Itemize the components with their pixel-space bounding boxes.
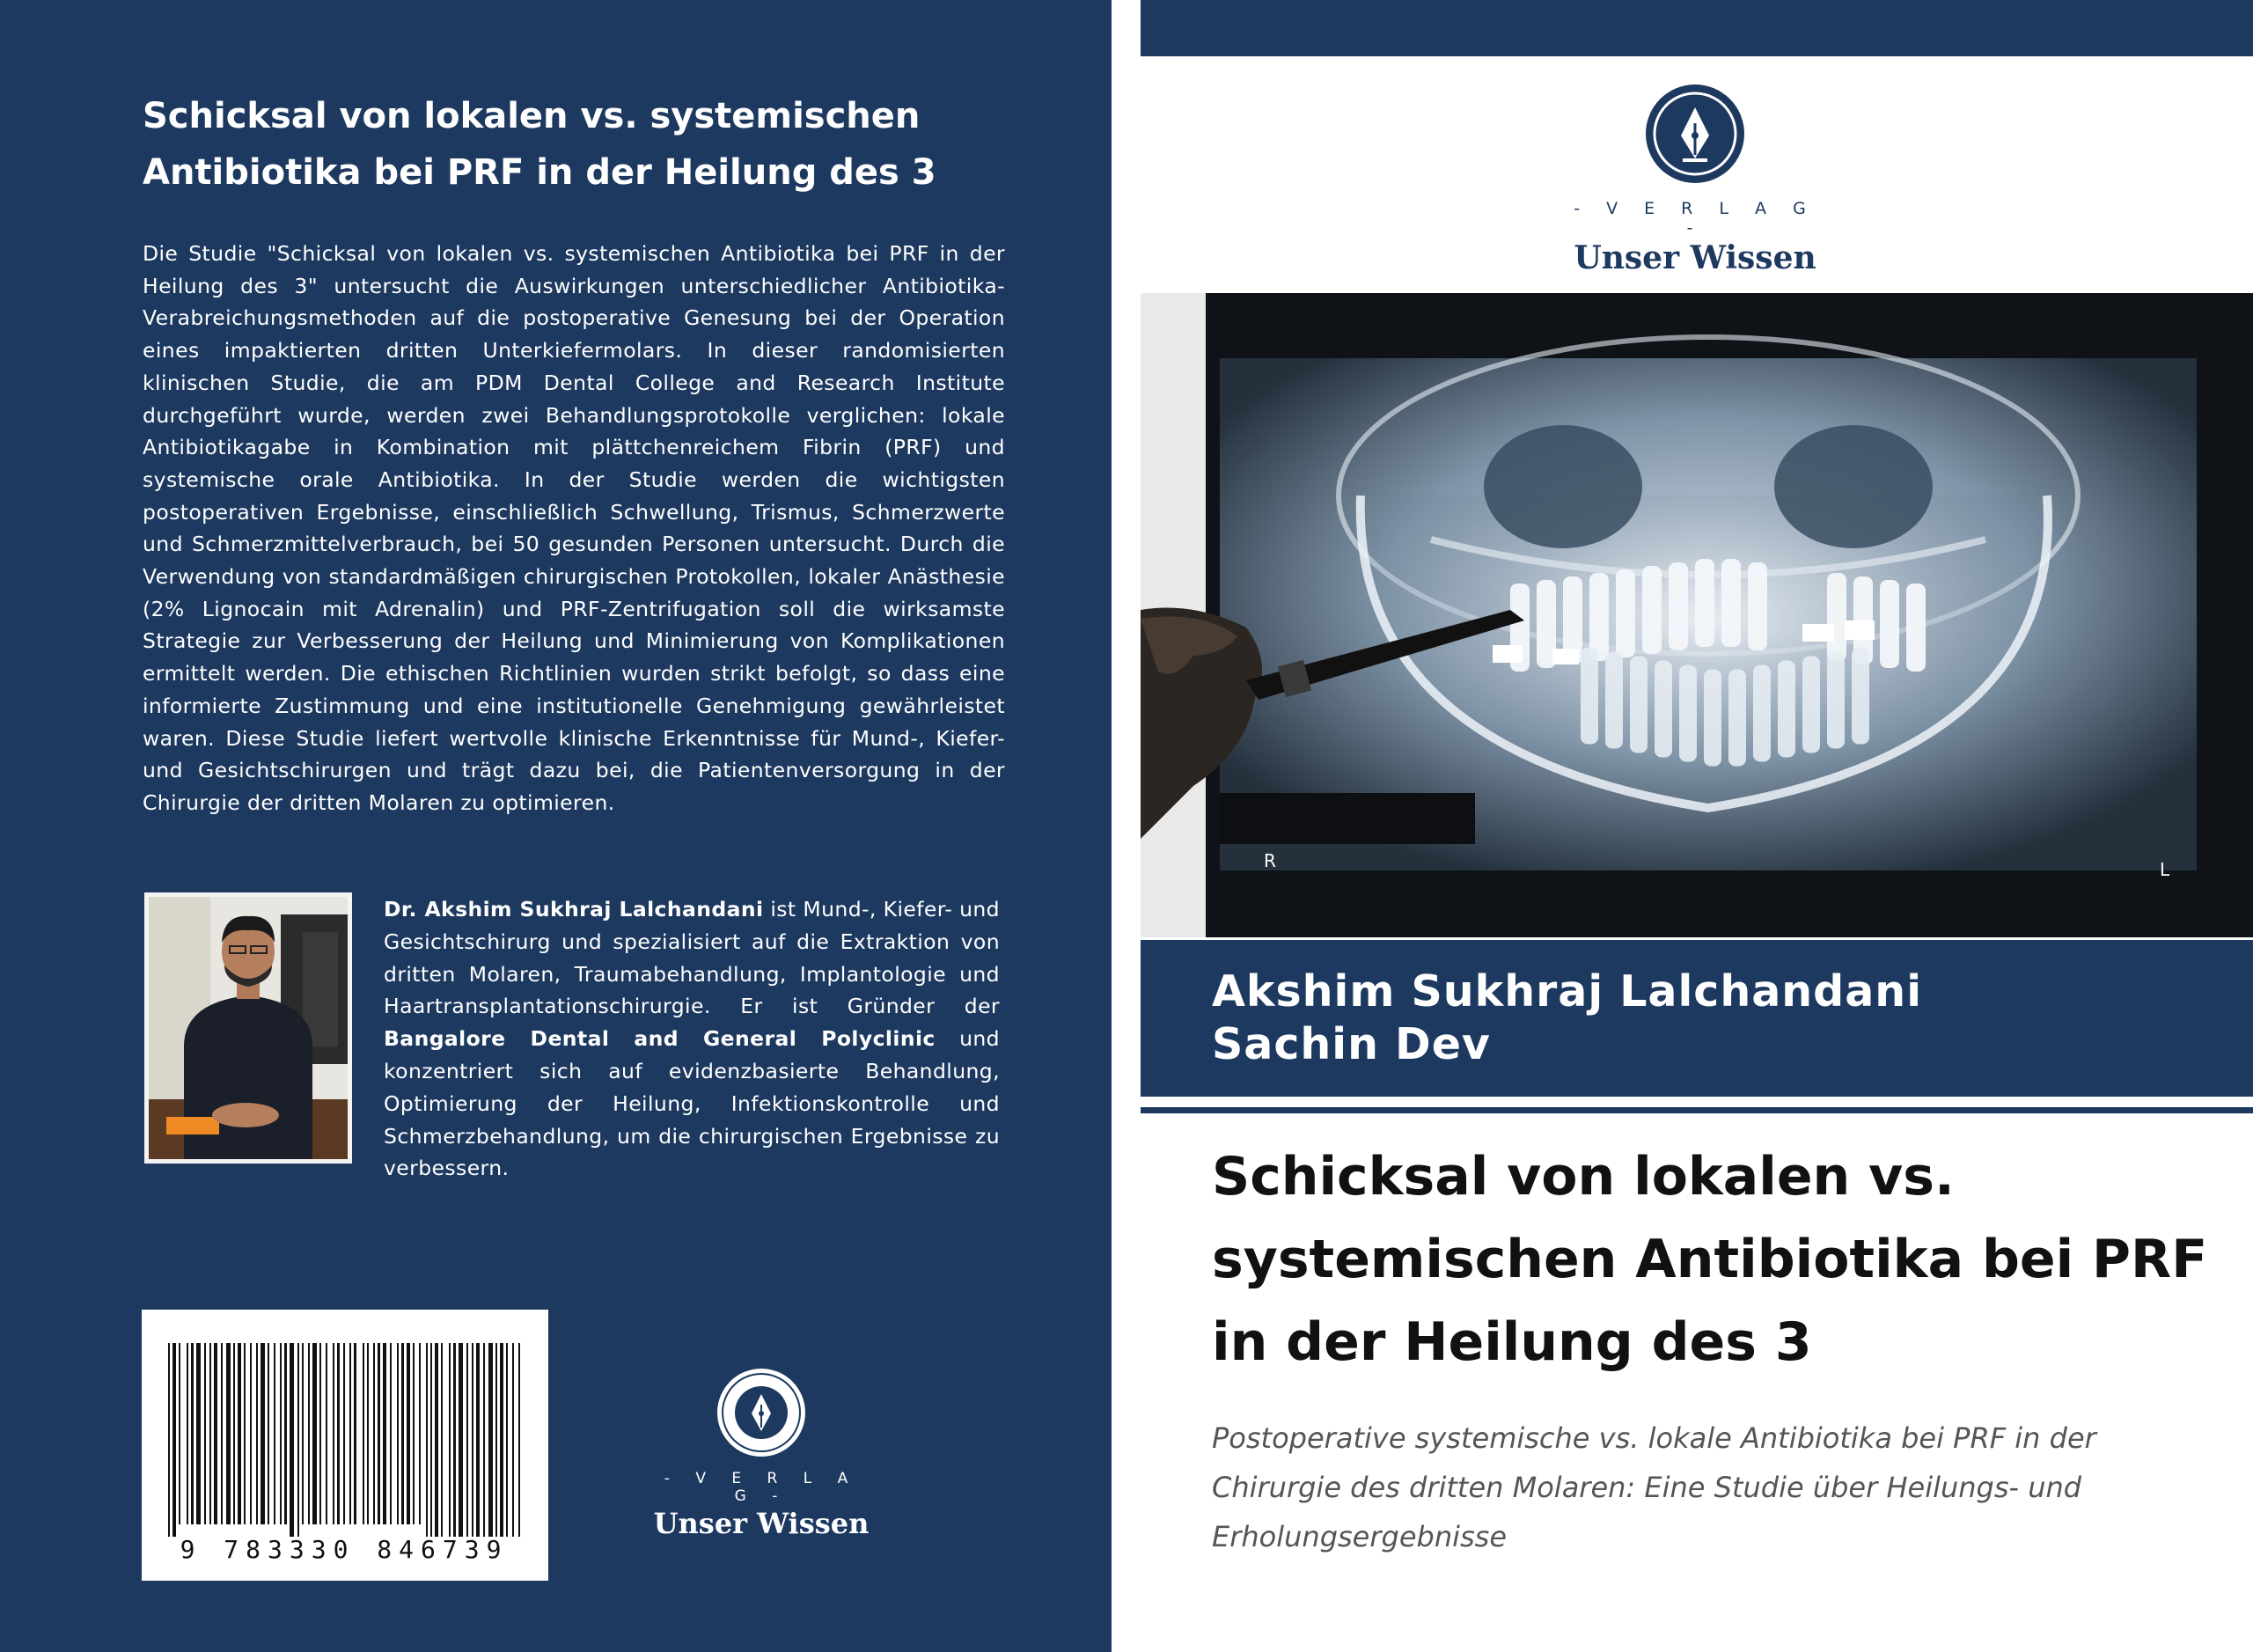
- lower-tooth: [1778, 661, 1795, 758]
- isbn-digits: 9 783330 846739: [180, 1535, 509, 1564]
- barcode-bar: [441, 1343, 443, 1537]
- barcode-bar: [426, 1343, 428, 1537]
- barcode-bar: [297, 1343, 299, 1537]
- panoramic-xray-illustration: [1141, 293, 2253, 937]
- front-top-bar: [1141, 0, 2253, 56]
- lower-tooth: [1630, 657, 1648, 753]
- barcode-bar: [274, 1343, 275, 1524]
- barcode-bar: [459, 1343, 463, 1537]
- barcode-bar: [483, 1343, 485, 1537]
- barcode-bar: [308, 1343, 310, 1524]
- barcode-bar: [209, 1343, 211, 1524]
- barcode-bar: [363, 1343, 364, 1524]
- front-publisher-logo: [1563, 81, 1827, 276]
- publisher-pen-icon: [1642, 81, 1748, 187]
- barcode-bar: [290, 1343, 294, 1537]
- back-publisher-logo: [651, 1364, 871, 1540]
- author-bio-text-1: ist Mund-, Kiefer- und Gesichtschirurg und spezialisiert auf die Extraktion von dritten Molaren, Traumabehandlung, Implantologie und Haartransplantationschirurgie. Er ist Gründer der: [384, 897, 1000, 1019]
- barcode-bar: [226, 1343, 231, 1524]
- barcode-bar: [256, 1343, 258, 1524]
- barcode-bar: [172, 1343, 176, 1537]
- barcode-bar: [204, 1343, 206, 1524]
- back-logo-verlag: - V E R L A G -: [664, 1470, 859, 1505]
- barcode-bar: [500, 1343, 503, 1537]
- barcode-bar: [280, 1343, 282, 1524]
- upper-tooth: [1721, 559, 1741, 647]
- front-logo-verlag: - V E R L A G -: [1574, 199, 1816, 238]
- publisher-seal-icon: [713, 1364, 810, 1461]
- lower-tooth: [1827, 652, 1845, 749]
- lower-tooth: [1753, 665, 1771, 762]
- upper-tooth: [1642, 566, 1662, 654]
- barcode-bar: [518, 1343, 520, 1537]
- barcode-bar: [383, 1343, 386, 1524]
- barcode-bar: [419, 1343, 421, 1524]
- author-bio-clinic: Bangalore Dental and General Polyclinic: [384, 1026, 936, 1052]
- barcode-bar: [168, 1343, 170, 1537]
- xray-image: [1141, 293, 2253, 937]
- lower-tooth: [1704, 670, 1721, 767]
- barcode-bar: [221, 1343, 223, 1524]
- barcode-bar: [214, 1343, 217, 1524]
- authors-band: [1141, 940, 2253, 1097]
- back-cover-blurb: Die Studie "Schicksal von lokalen vs. systemischen Antibiotika bei PRF in der Heilung des 3" untersucht die Auswirkungen unterschiedlicher Antibiotika-Verabreichungsmethoden auf die postoperative Genesung bei der Operation eines impaktierten dritten Unterkiefermolars. In dieser randomisierten klinischen Studie, die am PDM Dental College and Research Institute durchgeführt wurde, werden zwei Behandlungsprotokolle verglichen: lokale Antibiotikagabe in Kombination mit plättchenreichem Fibrin (PRF) und systemische orale Antibiotika. In der Studie werden die wichtigsten postoperativen Ergebnisse, einschließlich Schwellung, Trismus, Schmerzwerte und Schmerzmittelverbrauch, bei 50 gesunden Personen untersucht. Durch die Verwendung von standardmäßigen chirurgischen Protokollen, lokaler Anästhesie (2% Lignocain mit Adrenalin) und PRF-Zentrifugation soll die wirksamste Strategie zur Verbesserung der Heilung und Minimierung von Komplikationen ermittelt werden. Die ethischen Richtlinien wurden strikt befolgt, so dass eine informierte Zustimmung und eine institutionelle Genehmigung gewährleistet waren. Diese Studie liefert wertvolle klinische Erkenntnisse für Mund-, Kiefer- und Gesichtschirurgen und trägt dazu bei, die Patientenversorgung in der Chirurgie der dritten Molaren zu optimieren.: [143, 241, 1005, 815]
- author-bio-text-2: und konzentriert sich auf evidenzbasierte Behandlung, Optimierung der Heilung, Infektionskontrolle und Schmerzbehandlung, um die chirurgischen Ergebnisse zu verbessern.: [384, 1026, 1000, 1181]
- barcode-bar: [233, 1343, 235, 1524]
- lower-tooth: [1852, 648, 1869, 745]
- barcode-bar: [472, 1343, 473, 1537]
- upper-tooth: [1616, 569, 1635, 657]
- author-photo: [144, 892, 352, 1164]
- author-name-1: Akshim Sukhraj Lalchandani: [1212, 966, 1922, 1017]
- barcode-bar: [238, 1343, 241, 1524]
- barcode-bar: [407, 1343, 410, 1524]
- barcode-bar: [319, 1343, 321, 1524]
- barcode-bar: [284, 1343, 287, 1524]
- lower-tooth: [1655, 661, 1672, 758]
- barcode-bar: [326, 1343, 327, 1524]
- barcode-bar: [495, 1343, 497, 1537]
- barcode-bar: [343, 1343, 345, 1524]
- barcode-bar: [302, 1343, 304, 1524]
- author-photo-illustration: [149, 897, 348, 1159]
- lower-tooth: [1802, 657, 1820, 753]
- barcode-bar: [312, 1343, 317, 1524]
- barcode-bar: [333, 1343, 334, 1524]
- barcode-bar: [430, 1343, 432, 1537]
- barcode-bar: [337, 1343, 340, 1524]
- xray-marker-r: R: [1264, 850, 1276, 871]
- lower-tooth: [1679, 665, 1697, 762]
- barcode-bar: [187, 1343, 188, 1524]
- barcode-bar: [179, 1343, 180, 1524]
- front-cover-subtitle: Postoperative systemische vs. lokale Antibiotika bei PRF in der Chirurgie des dritten Molaren: Eine Studie über Heilungs- und Erholungsergebnisse: [1212, 1421, 2096, 1553]
- barcode-bar: [449, 1343, 451, 1537]
- barcode-bar: [506, 1343, 508, 1537]
- barcode-bar: [349, 1343, 351, 1524]
- lower-tooth: [1581, 648, 1598, 745]
- front-logo-name: Unser Wissen: [1574, 239, 1816, 276]
- author-bio-name: Dr. Akshim Sukhraj Lalchandani: [384, 897, 764, 921]
- barcode-bar: [435, 1343, 438, 1537]
- barcode-bar: [476, 1343, 480, 1537]
- author-bio: [384, 893, 1000, 1185]
- barcode-bar: [453, 1343, 456, 1537]
- barcode-bar: [268, 1343, 269, 1524]
- barcode-bar: [367, 1343, 369, 1524]
- xray-marker-l: L: [2160, 859, 2170, 880]
- barcode-bar: [401, 1343, 404, 1524]
- barcode-bar: [466, 1343, 468, 1537]
- author-name-2: Sachin Dev: [1212, 1019, 1491, 1069]
- barcode-bar: [373, 1343, 375, 1524]
- barcode-bar: [488, 1343, 493, 1537]
- barcode-bar: [191, 1343, 194, 1524]
- upper-tooth: [1827, 573, 1846, 661]
- lower-tooth: [1605, 652, 1623, 749]
- barcode-bars: [142, 1310, 548, 1581]
- front-cover-title: Schicksal von lokalen vs. systemischen Antibiotika bei PRF in der Heilung des 3: [1212, 1146, 2208, 1373]
- back-cover: [0, 0, 1112, 1652]
- barcode-bar: [261, 1343, 265, 1524]
- barcode-bar: [512, 1343, 514, 1537]
- upper-tooth: [1748, 562, 1767, 650]
- divider-rule: [1141, 1107, 2253, 1113]
- lower-tooth: [1728, 670, 1746, 767]
- barcode-bar: [196, 1343, 201, 1524]
- front-cover: [1141, 0, 2253, 1652]
- upper-tooth: [1906, 584, 1926, 672]
- barcode-bar: [244, 1343, 246, 1524]
- barcode-bar: [378, 1343, 380, 1524]
- spine-gap: [1112, 0, 1140, 1652]
- barcode-bar: [354, 1343, 356, 1524]
- upper-tooth: [1669, 562, 1688, 650]
- back-cover-title: Schicksal von lokalen vs. systemischen Antibiotika bei PRF in der Heilung des 3: [143, 96, 936, 193]
- barcode-bar: [397, 1343, 399, 1524]
- barcode-bar: [250, 1343, 252, 1524]
- back-logo-name: Unser Wissen: [653, 1507, 870, 1540]
- barcode-bar: [413, 1343, 415, 1524]
- upper-tooth: [1695, 559, 1714, 647]
- barcode: [142, 1310, 548, 1581]
- barcode-bar: [390, 1343, 392, 1524]
- upper-tooth: [1880, 580, 1899, 668]
